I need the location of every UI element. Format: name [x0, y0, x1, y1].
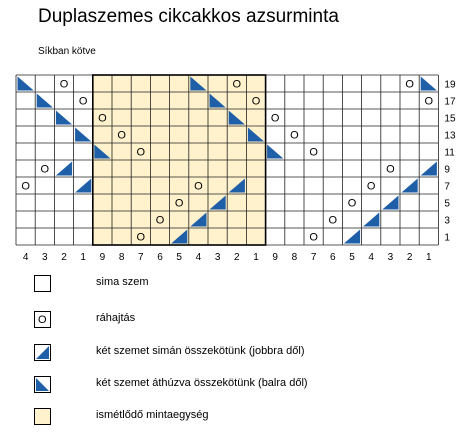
yarn-over-mark: O	[78, 95, 88, 108]
yarn-over-mark: O	[309, 146, 318, 159]
right-decrease-mark	[421, 162, 437, 176]
row-number-label: 11	[444, 147, 455, 159]
yarn-over-mark: O	[155, 214, 165, 227]
column-number-label: 9	[272, 252, 278, 263]
legend-label-yarn-over: ráhajtás	[96, 312, 136, 324]
yarn-over-mark: O	[40, 163, 50, 176]
row-number-label: 17	[444, 96, 456, 108]
column-number-label: 2	[406, 252, 413, 263]
legend-label-repeat: ismétlődő mintaegység	[96, 409, 209, 421]
column-number-label: 6	[157, 252, 163, 263]
yarn-over-mark: O	[59, 78, 69, 91]
yarn-over-mark: O	[405, 78, 414, 91]
column-number-label: 1	[426, 252, 432, 263]
right-decrease-mark	[382, 196, 398, 210]
row-number-label: 19	[444, 79, 456, 91]
left-decrease-icon	[34, 376, 51, 393]
left-decrease-mark	[18, 77, 34, 91]
right-decrease-icon	[34, 344, 51, 361]
yarn-over-glyph: O	[38, 314, 47, 326]
yarn-over-mark: O	[347, 197, 357, 210]
yarn-over-mark: O	[386, 163, 395, 176]
right-decrease-mark	[402, 179, 418, 193]
legend-item-left-decrease	[34, 376, 454, 394]
yarn-over-mark: O	[194, 180, 203, 193]
row-number-label: 15	[444, 113, 456, 125]
yarn-over-mark: O	[232, 78, 242, 91]
column-number-label: 1	[80, 252, 86, 263]
column-number-label: 2	[234, 252, 240, 263]
column-number-label: 4	[22, 252, 29, 263]
row-number-label: 5	[444, 198, 450, 210]
row-number-label: 9	[444, 164, 450, 176]
left-decrease-mark	[75, 128, 91, 142]
repeat-swatch-icon	[34, 408, 51, 425]
yarn-over-mark: O	[174, 197, 184, 210]
yarn-over-mark: O	[366, 180, 376, 193]
row-number-label: 1	[444, 232, 450, 244]
right-decrease-mark	[75, 179, 91, 193]
right-decrease-mark	[56, 162, 72, 176]
column-number-label: 8	[118, 252, 125, 263]
column-number-label: 8	[291, 252, 298, 263]
yarn-over-mark: O	[21, 180, 30, 193]
legend-label-left-decrease: két szemet áthúzva összekötünk (balra dől)	[96, 377, 308, 389]
left-decrease-mark	[37, 94, 53, 108]
legend-item-right-decrease	[34, 344, 454, 362]
column-number-label: 3	[42, 252, 48, 263]
row-number-label: 7	[444, 181, 450, 193]
column-number-label: 2	[61, 252, 67, 263]
yarn-over-icon	[34, 311, 51, 328]
column-number-label: 5	[349, 252, 355, 263]
right-decrease-mark	[344, 230, 360, 244]
legend-label-right-decrease: két szemet simán összekötünk (jobbra dől)	[96, 345, 305, 357]
column-number-label: 6	[330, 252, 336, 263]
yarn-over-mark: O	[98, 112, 107, 125]
column-number-label: 7	[138, 252, 144, 263]
knit-stitch-icon	[34, 275, 51, 292]
yarn-over-mark: O	[251, 95, 261, 108]
yarn-over-mark: O	[270, 112, 280, 125]
left-decrease-mark	[267, 145, 283, 159]
yarn-over-mark: O	[136, 146, 146, 159]
legend-item-knit	[34, 275, 454, 293]
column-number-label: 9	[99, 252, 106, 263]
yarn-over-mark: O	[136, 231, 146, 244]
yarn-over-mark: O	[309, 231, 318, 244]
legend-label-knit: sima szem	[96, 276, 149, 288]
column-number-label: 3	[214, 252, 221, 263]
row-number-label: 13	[444, 130, 456, 142]
yarn-over-mark: O	[290, 129, 299, 142]
left-decrease-mark	[56, 111, 72, 125]
column-number-label: 7	[310, 252, 317, 263]
legend-item-repeat	[34, 408, 454, 426]
column-number-label: 4	[368, 252, 374, 263]
column-number-label: 4	[195, 252, 202, 263]
yarn-over-mark: O	[328, 214, 338, 227]
row-number-label: 3	[444, 215, 450, 227]
yarn-over-mark: O	[424, 95, 434, 108]
yarn-over-mark: O	[117, 129, 126, 142]
right-decrease-mark	[363, 213, 379, 227]
left-decrease-mark	[421, 77, 437, 91]
column-number-label: 3	[387, 252, 394, 263]
chart-title: Duplaszemes cikcakkos azsurminta	[38, 6, 339, 27]
chart-subtitle: Síkban kötve	[38, 46, 96, 57]
legend-item-yarn-over	[34, 311, 454, 329]
column-number-label: 1	[253, 252, 259, 263]
column-number-label: 5	[176, 252, 182, 263]
